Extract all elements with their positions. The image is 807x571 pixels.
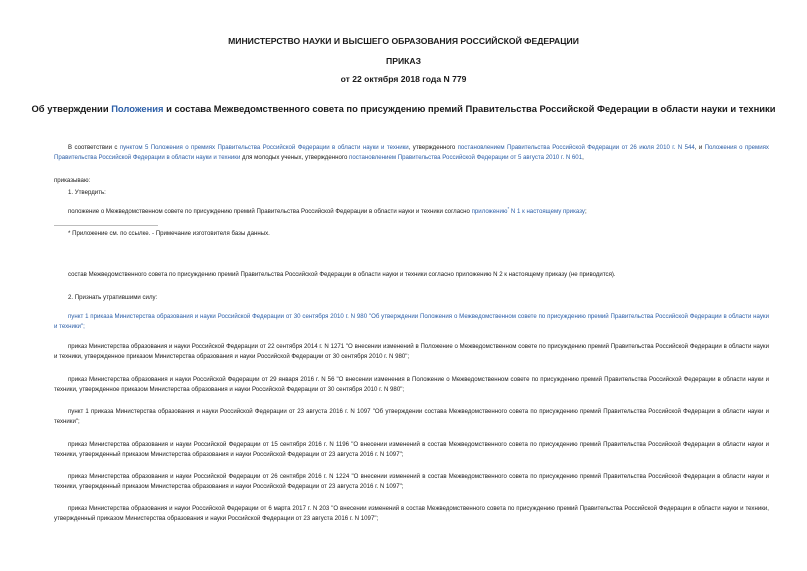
link-polozhenie-young[interactable]: Положения о премиях Правительства Российской Федерации в области науки и техники xyxy=(54,144,769,161)
link-prilozhenie-n1[interactable]: N 1 к настоящему приказу xyxy=(509,208,585,215)
link-prilozhenie[interactable]: приложению xyxy=(471,208,508,215)
repeal-item-6: приказ Министерства образования и науки Российской Федерации от 26 сентября 2016 г. N 1224 "О внесении изменений в состав Межведомственного совета по присуждению премий Правительства Российской Федерации в области науки и техники, утвержденный приказом Министерства образования и науки Российской Федерации от 23 августа 2016 г. N 1097"; xyxy=(54,473,769,490)
title-pre: Об утверждении xyxy=(31,103,112,114)
title-post: и состава Межведомственного совета по присуждению премий Правительства Российской Федерации в области науки и техники xyxy=(163,103,776,114)
link-punkt-5[interactable]: пунктом 5 Положения о премиях Правительства Российской Федерации в области науки и техники xyxy=(119,144,409,151)
date-number-heading: от 22 октября 2018 года N 779 xyxy=(340,74,467,84)
approve-polozhenie-paragraph xyxy=(54,207,769,217)
intro-text-3: , и xyxy=(694,144,705,151)
repeal-item-2: приказ Министерства образования и науки Российской Федерации от 22 сентября 2014 г. N 1271 "О внесении изменений в Положение о Межведомственном совете по присуждению премий Правительства Российской Федерации в области науки и техники, утвержденное приказом Министерства образования и науки Российской Федерации от 30 сентября 2010 г. N 980"; xyxy=(54,343,769,360)
footnote-divider xyxy=(54,225,158,226)
repeal-item-7: приказ Министерства образования и науки Российской Федерации от 6 марта 2017 г. N 203 "О внесении изменений в состав Межведомственного совета по присуждению премий Правительства Российской Федерации в области науки и техники, утвержденный приказом Министерства образования и науки Российской Федерации от 23 августа 2016 г. N 1097"; xyxy=(54,505,769,522)
doc-type-heading: ПРИКАЗ xyxy=(386,56,421,66)
item-2-repeal: 2. Признать утратившими силу: xyxy=(68,294,158,301)
link-postanovlenie-544[interactable]: постановлением Правительства Российской Федерации от 26 июля 2010 г. N 544 xyxy=(457,144,695,151)
repeal-item-5: приказ Министерства образования и науки Российской Федерации от 15 сентября 2016 г. N 1196 "О внесении изменений в состав Межведомственного совета по присуждению премий Правительства Российской Федерации в области науки и техники, утвержденный приказом Министерства образования и науки Российской Федерации от 23 августа 2016 г. N 1097"; xyxy=(54,441,769,458)
intro-text-5: , xyxy=(582,153,584,161)
title-link-polozhenie[interactable]: Положения xyxy=(111,103,164,114)
approve1-text: положение о Межведомственном совете по присуждению премий Правительства Российской Федерации в области науки и техники согласно xyxy=(68,208,472,215)
repeal-item-4: пункт 1 приказа Министерства образования и науки Российской Федерации от 23 августа 2016 г. N 1097 "Об утверждении состава Межведомственного совета по присуждению премий Правительства Российской Федерации в области науки и техники"; xyxy=(54,408,769,425)
intro-text-2: , утвержденного xyxy=(408,144,458,151)
repeal-item-1-link[interactable]: пункт 1 приказа Министерства образования и науки Российской Федерации от 30 сентября 2010 г. N 980 "Об утверждении Положения о Межведомственном совете по присуждению премий Правительства Российской Федерации в области науки и техники"; xyxy=(54,313,769,330)
order-word: приказываю: xyxy=(54,177,91,184)
intro-text-1: В соответствии с xyxy=(68,144,120,151)
document-title xyxy=(20,103,787,115)
footnote-marker[interactable]: * xyxy=(507,205,510,211)
intro-paragraph xyxy=(54,143,769,162)
approve-sostav-paragraph: состав Межведомственного совета по присуждению премий Правительства Российской Федерации в области науки и техники согласно приложению N 2 к настоящему приказу (не приводится). xyxy=(68,271,616,278)
footnote-text: * Приложение см. по ссылке. - Примечание изготовителя базы данных. xyxy=(68,230,270,237)
intro-text-4: для молодых ученых, утвержденного xyxy=(240,153,350,161)
link-postanovlenie-601[interactable]: постановлением Правительства Российской Федерации от 5 августа 2010 г. N 601 xyxy=(349,153,583,161)
approve1-end: ; xyxy=(584,208,587,215)
ministry-heading: МИНИСТЕРСТВО НАУКИ И ВЫСШЕГО ОБРАЗОВАНИЯ РОССИЙСКОЙ ФЕДЕРАЦИИ xyxy=(228,36,579,46)
repeal-item-3: приказ Министерства образования и науки Российской Федерации от 29 января 2016 г. N 56 "О внесении изменения в Положение о Межведомственном совете по присуждению премий Правительства Российской Федерации в области науки и техники, утвержденное приказом Министерства образования и науки Российской Федерации от 30 сентября 2010 г. N 980"; xyxy=(54,376,769,393)
item-1-approve: 1. Утвердить: xyxy=(68,189,106,196)
